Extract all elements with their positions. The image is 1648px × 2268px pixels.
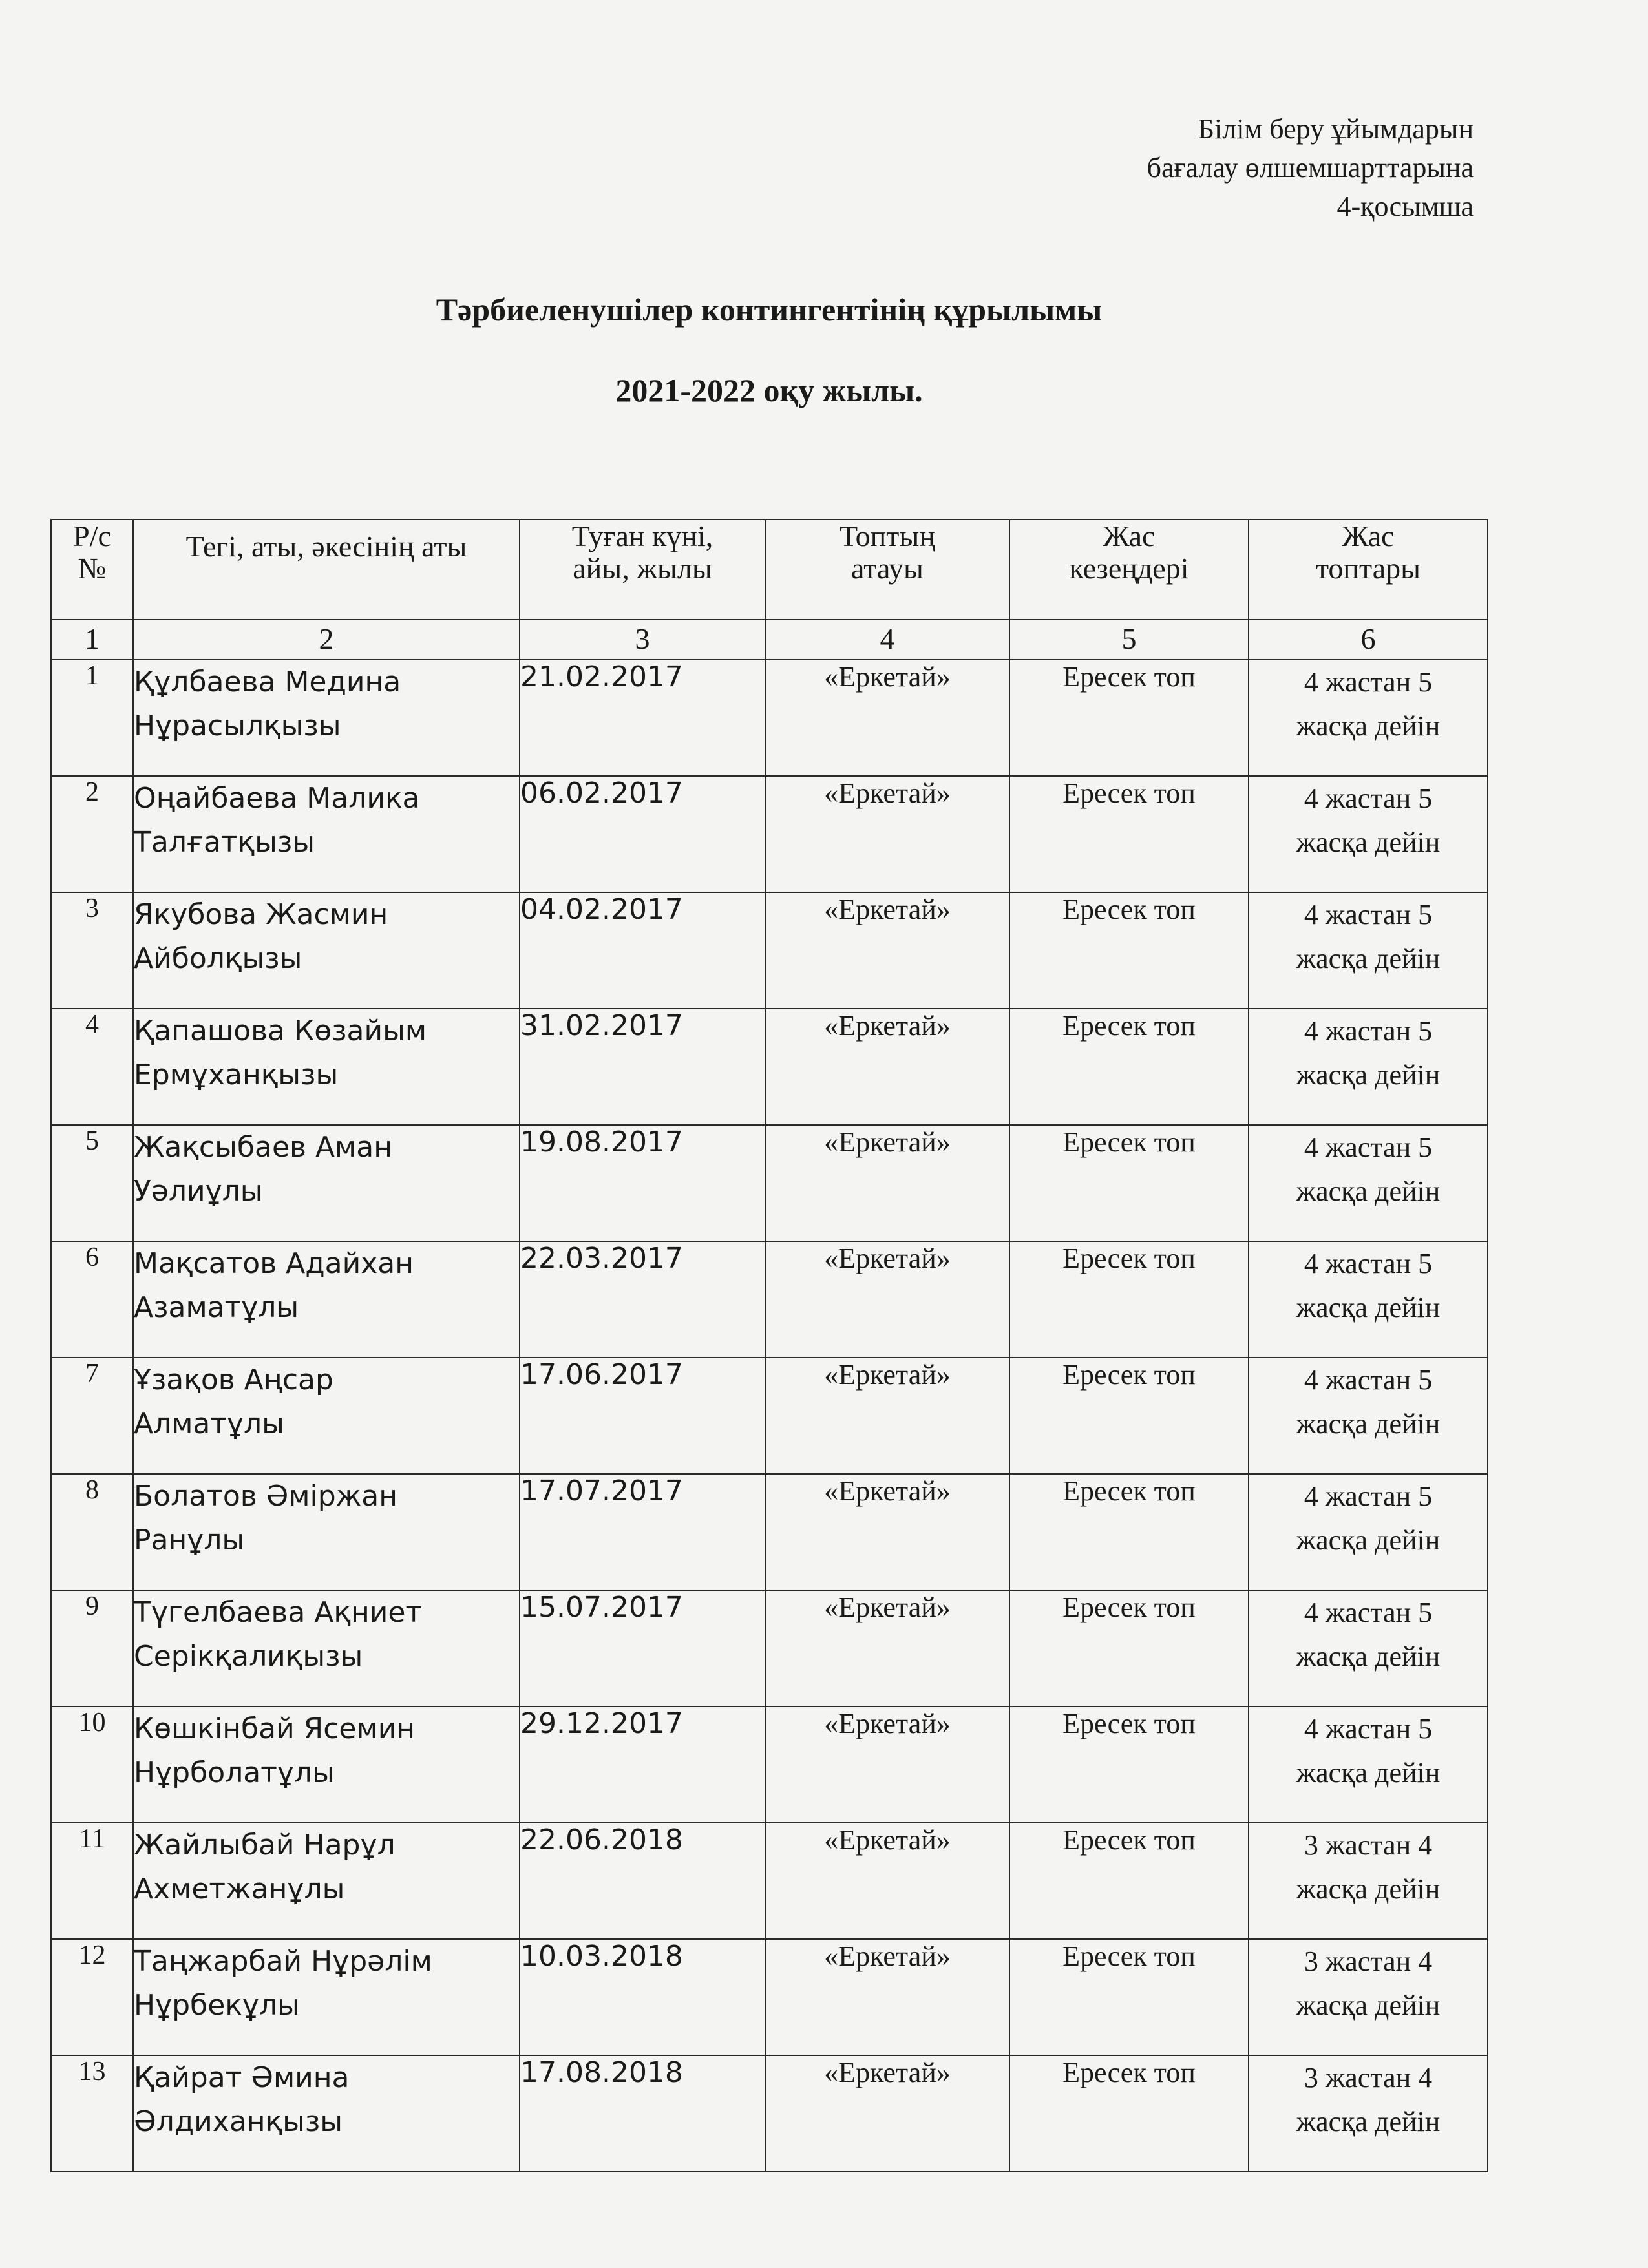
age-group-line-1: 4 жастан 5 [1304,1597,1433,1628]
birth-date: 17.07.2017 [520,1474,765,1590]
age-group-line-2: жасқа дейін [1296,1873,1441,1905]
birth-date: 10.03.2018 [520,1939,765,2055]
table-row [51,1125,1488,1241]
row-number: 7 [51,1358,133,1474]
child-full-name [133,1241,520,1358]
birth-date: 19.08.2017 [520,1125,765,1241]
age-group-line-1: 4 жастан 5 [1304,1713,1433,1745]
table-row [51,1009,1488,1125]
age-group-line-1: 3 жастан 4 [1304,1946,1433,1977]
row-number: 11 [51,1823,133,1939]
header-cell-age-group: Жас топтары [1249,520,1488,620]
age-period: Ересек топ [1009,1823,1249,1939]
child-patronymic: Ермұханқызы [134,1058,339,1091]
table-row [51,1358,1488,1474]
age-group-line-2: жасқа дейін [1296,943,1441,974]
group-name: «Еркетай» [765,1241,1009,1358]
age-group [1249,2055,1488,2172]
child-patronymic: Нұрасылқызы [134,709,341,742]
child-full-name [133,660,520,776]
header-cell-number: Р/с № [51,520,133,620]
age-group-line-1: 3 жастан 4 [1304,1829,1433,1861]
age-group-line-1: 4 жастан 5 [1304,1480,1433,1512]
annex-line-3: 4-қосымша [1336,191,1474,222]
academic-year: 2021-2022 оқу жылы. [615,372,923,408]
row-number: 13 [51,2055,133,2172]
child-patronymic: Ранұлы [134,1524,245,1557]
age-group [1249,1358,1488,1474]
group-name: «Еркетай» [765,1009,1009,1125]
birth-date: 29.12.2017 [520,1706,765,1823]
child-surname-name: Таңжарбай Нұрәлім [134,1945,432,1978]
age-period: Ересек топ [1009,1939,1249,2055]
age-group-line-2: жасқа дейін [1296,1292,1441,1323]
group-name: «Еркетай» [765,1823,1009,1939]
age-group [1249,660,1488,776]
age-period: Ересек топ [1009,892,1249,1009]
table-row [51,1474,1488,1590]
age-period: Ересек топ [1009,2055,1249,2172]
age-group [1249,1590,1488,1706]
child-surname-name: Болатов Әміржан [134,1480,398,1513]
child-patronymic: Алматұлы [134,1407,284,1440]
group-name: «Еркетай» [765,1939,1009,2055]
child-surname-name: Якубова Жасмин [134,898,388,931]
table-row [51,892,1488,1009]
age-group [1249,1241,1488,1358]
birth-date: 31.02.2017 [520,1009,765,1125]
header-cell-age-period: Жас кезеңдері [1009,520,1249,620]
table-row [51,2055,1488,2172]
age-group-line-1: 4 жастан 5 [1304,782,1433,814]
child-patronymic: Талғатқызы [134,826,315,859]
age-period: Ересек топ [1009,1009,1249,1125]
birth-date: 15.07.2017 [520,1590,765,1706]
table-row [51,1939,1488,2055]
group-name: «Еркетай» [765,660,1009,776]
child-patronymic: Ахметжанұлы [134,1873,345,1906]
birth-date: 21.02.2017 [520,660,765,776]
row-number: 2 [51,776,133,892]
group-name: «Еркетай» [765,1125,1009,1241]
age-group-line-2: жасқа дейін [1296,1641,1441,1672]
age-period: Ересек топ [1009,1590,1249,1706]
age-group-line-2: жасқа дейін [1296,1757,1441,1789]
age-group-line-2: жасқа дейін [1296,1175,1441,1207]
table-row [51,1241,1488,1358]
age-period: Ересек топ [1009,776,1249,892]
child-full-name [133,1706,520,1823]
table-row [51,1823,1488,1939]
child-full-name [133,1125,520,1241]
birth-date: 04.02.2017 [520,892,765,1009]
child-surname-name: Мақсатов Адайхан [134,1247,414,1280]
group-name: «Еркетай» [765,776,1009,892]
column-number: 5 [1009,620,1249,660]
annex-line-2: бағалау өлшемшарттарына [1146,152,1474,184]
age-group [1249,776,1488,892]
group-name: «Еркетай» [765,2055,1009,2172]
age-group-line-2: жасқа дейін [1296,1059,1441,1091]
group-name: «Еркетай» [765,1358,1009,1474]
age-group-line-1: 4 жастан 5 [1304,899,1433,930]
table-row [51,776,1488,892]
header-cell-birthdate: Туған күні, айы, жылы [520,520,765,620]
child-surname-name: Түгелбаева Ақниет [134,1596,423,1629]
child-surname-name: Қайрат Әмина [134,2061,350,2094]
child-patronymic: Нұрбекұлы [134,1989,300,2022]
document-title: Тәрбиеленушілер контингентінің құрылымы [436,291,1103,328]
child-full-name [133,1590,520,1706]
column-number-row [51,620,1488,660]
column-number: 2 [133,620,520,660]
age-group-line-1: 4 жастан 5 [1304,666,1433,698]
age-group [1249,1125,1488,1241]
age-period: Ересек топ [1009,1125,1249,1241]
row-number: 4 [51,1009,133,1125]
column-number: 1 [51,620,133,660]
row-number: 9 [51,1590,133,1706]
age-group-line-2: жасқа дейін [1296,1408,1441,1440]
row-number: 6 [51,1241,133,1358]
age-group [1249,1009,1488,1125]
age-group [1249,1706,1488,1823]
birth-date: 06.02.2017 [520,776,765,892]
age-period: Ересек топ [1009,1358,1249,1474]
column-number: 6 [1249,620,1488,660]
age-group-line-2: жасқа дейін [1296,826,1441,858]
child-surname-name: Жайлыбай Нарұл [134,1829,396,1862]
child-patronymic: Әлдиханқызы [134,2105,343,2138]
age-period: Ересек топ [1009,1241,1249,1358]
age-group-line-1: 3 жастан 4 [1304,2062,1433,2094]
child-patronymic: Айболқызы [134,942,302,975]
birth-date: 22.06.2018 [520,1823,765,1939]
age-group-line-1: 4 жастан 5 [1304,1131,1433,1163]
age-group [1249,1474,1488,1590]
age-group-line-2: жасқа дейін [1296,2106,1441,2137]
row-number: 12 [51,1939,133,2055]
roster-table [50,519,1488,2172]
header-cell-name: Тегі, аты, әкесінің аты [133,520,520,620]
table-row [51,660,1488,776]
child-full-name [133,1939,520,2055]
row-number: 10 [51,1706,133,1823]
child-patronymic: Уәлиұлы [134,1175,263,1208]
child-surname-name: Жақсыбаев Аман [134,1131,392,1164]
age-period: Ересек топ [1009,660,1249,776]
child-surname-name: Қапашова Көзайым [134,1014,427,1047]
row-number: 1 [51,660,133,776]
age-group-line-1: 4 жастан 5 [1304,1248,1433,1279]
birth-date: 22.03.2017 [520,1241,765,1358]
age-period: Ересек топ [1009,1474,1249,1590]
age-group-line-2: жасқа дейін [1296,1524,1441,1556]
age-group-line-2: жасқа дейін [1296,1990,1441,2021]
child-patronymic: Азаматұлы [134,1291,299,1324]
child-full-name [133,1474,520,1590]
age-group-line-1: 4 жастан 5 [1304,1364,1433,1396]
age-group [1249,1823,1488,1939]
row-number: 3 [51,892,133,1009]
age-group [1249,1939,1488,2055]
child-surname-name: Көшкінбай Ясемин [134,1712,416,1745]
group-name: «Еркетай» [765,1590,1009,1706]
annex-note [1147,110,1474,226]
group-name: «Еркетай» [765,1706,1009,1823]
child-full-name [133,1009,520,1125]
child-patronymic: Нұрболатұлы [134,1756,335,1789]
child-full-name [133,2055,520,2172]
child-surname-name: Құлбаева Медина [134,666,401,698]
age-group-line-2: жасқа дейін [1296,710,1441,742]
child-patronymic: Серікқалиқызы [134,1640,363,1673]
child-surname-name: Оңайбаева Малика [134,782,420,815]
age-period: Ересек топ [1009,1706,1249,1823]
column-number: 3 [520,620,765,660]
child-surname-name: Ұзақов Аңсар [134,1363,333,1396]
table-row [51,1590,1488,1706]
group-name: «Еркетай» [765,892,1009,1009]
roster-body [51,660,1488,2172]
row-number: 5 [51,1125,133,1241]
birth-date: 17.06.2017 [520,1358,765,1474]
group-name: «Еркетай» [765,1474,1009,1590]
header-row [51,520,1488,620]
child-full-name [133,1823,520,1939]
table-row [51,1706,1488,1823]
age-group-line-1: 4 жастан 5 [1304,1015,1433,1047]
annex-line-1: Білім беру ұйымдарын [1198,113,1474,145]
child-full-name [133,776,520,892]
child-full-name [133,892,520,1009]
column-number: 4 [765,620,1009,660]
header-cell-group: Топтың атауы [765,520,1009,620]
birth-date: 17.08.2018 [520,2055,765,2172]
row-number: 8 [51,1474,133,1590]
child-full-name [133,1358,520,1474]
age-group [1249,892,1488,1009]
